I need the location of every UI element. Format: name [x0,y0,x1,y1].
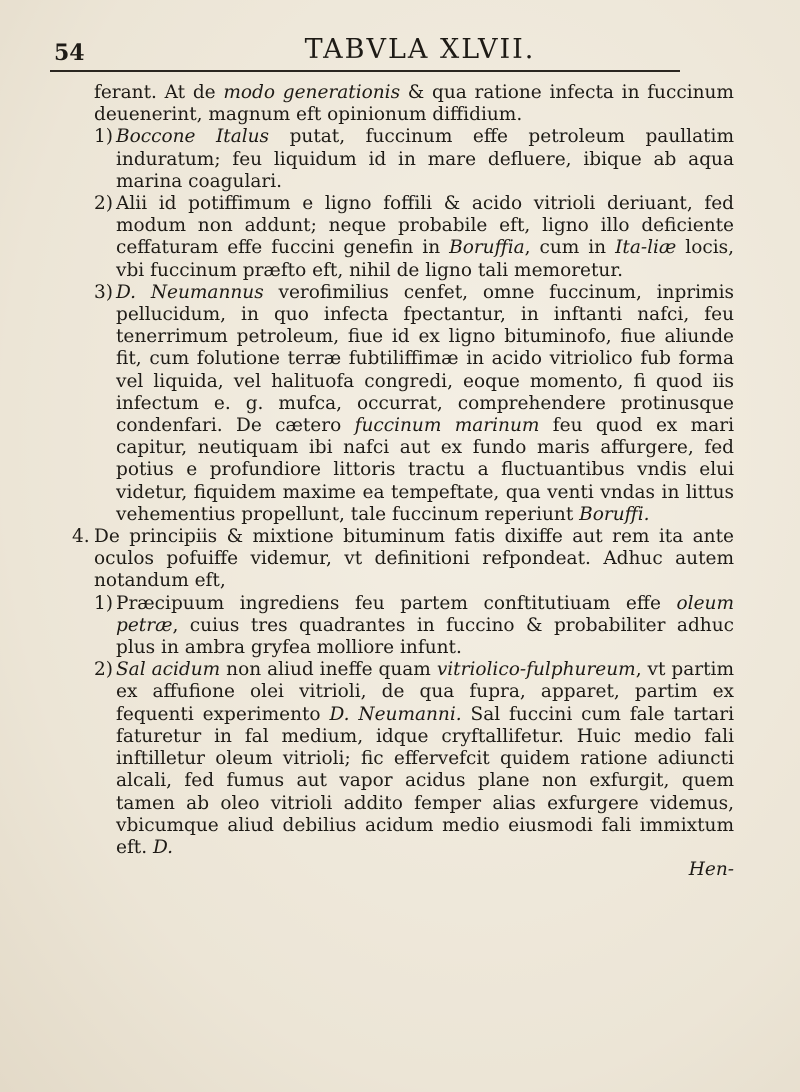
text-run: De principiis & mixtione bituminum fatis dixiffe aut rem ita ante oculos pofuiffe videmur, vt definitioni refpondeat. Adhuc autem notandum eft, [94,526,734,592]
text-run: ferant. At de [94,82,224,103]
list-item [94,593,734,660]
list-item [94,282,734,526]
list-item [94,193,734,282]
body-text [72,82,735,881]
text-run: Sal fuccini cum fale tartari faturetur in fal medium, idque cryftallifetur. Huic medio fali inftilletur oleum vitrioli; fic effervefcit quidem ratione adiuncti alcali, fed fumus aut vapor acidus plane non exfurgit, quem tamen ab oleo vitrioli addito femper alias exfurgere videmus, vbicumque aliud debilius acidum medio eiusmodi fali immixtum eft. [116,703,734,858]
italic-text: D. Neumannus [116,281,264,303]
text-run: , cuius tres quadrantes in fuccino & probabiliter adhuc plus in ambra gryfea molliore infunt. [116,614,734,659]
list-item [72,526,734,593]
italic-text: Boruffi. [579,503,650,525]
list-item [94,659,734,859]
item-text [116,659,734,859]
italic-text: modo generationis [223,82,401,103]
item-number: 1) [94,592,113,614]
item-text [116,126,734,193]
item-number: 4. [72,526,90,548]
item-text [116,282,734,526]
item-number: 2) [94,659,113,681]
italic-text: Ita-liæ [615,237,677,259]
italic-text: Boruffia [449,237,525,259]
item-number: 1) [94,126,113,148]
running-head: TABVLA XLVII. [304,34,536,65]
section-4 [72,526,734,593]
text-run: verofimilius cenfet, omne fuccinum, inprimis pellucidum, in quo infecta fpectantur, in inftanti nafci, feu tenerrimum petroleum, fiue id ex ligno bituminofo, fiue aliunde fit, cum folutione terræ fubtiliffimæ in acido vitriolico fub forma vel liquida, vel halituofa congredi, eoque momento, fi quod iis infectum e. g. mufca, occurrat, comprehendere protinusque condenfari. De cætero [116,281,735,437]
header-rule [50,70,680,72]
page-number: 54 [54,40,85,66]
text-run: feu quod ex mari capitur, neutiquam ibi nafci aut ex fundo maris affurgere, fed potius e profundiore littoris tractu a fluctuantibus vndis elui videtur, fiquidem maxime ea tempeftate, qua venti vndas in littus vehementius propellunt, tale fuccinum reperiunt [116,415,735,525]
catchword: Hen- [688,859,734,881]
list-theories [94,126,734,526]
italic-text: D. [153,836,174,858]
text-run: Præcipuum ingrediens feu partem conftitutiuam effe [116,592,677,614]
list-principles [94,593,734,859]
italic-text: Boccone Italus [116,126,270,148]
text-run: putat, fuccinum effe petroleum paullatim induratum; feu liquidum id in mare defluere, ibique ab aqua marina coagulari. [116,126,734,192]
text-run: non aliud ineffe quam [220,659,437,681]
item-text [116,193,734,282]
list-item [94,126,734,193]
text-run: locis, vbi fuccinum præfto eft, nihil de ligno tali memoretur. [116,237,734,281]
intro-paragraph [94,82,734,126]
text-run: , vt partim ex affufione olei vitrioli, de qua fupra, apparet, partim ex fequenti experimento [116,659,735,725]
text-run: Alii id potiffimum e ligno foffili & acido vitrioli deriuant, fed modum non addunt; neque probabile eft, ligno illo deficiente ceffaturam effe fuccini genefin in [116,193,734,259]
text-run: , cum in [524,237,616,259]
item-number: 3) [94,281,113,303]
page-header [50,30,750,70]
item-text [94,526,734,593]
italic-text: fuccinum marinum [354,415,540,437]
item-text [116,593,734,660]
italic-text: Sal acidum [116,659,221,681]
item-number: 2) [94,193,113,215]
italic-text: oleum petræ [116,592,734,636]
italic-text: D. Neumanni. [329,703,462,725]
italic-text: vitriolico-fulphureum [436,659,636,681]
text-run: & qua ratione infecta in fuccinum deuenerint, magnum eft opinionum diffidium. [94,82,734,126]
